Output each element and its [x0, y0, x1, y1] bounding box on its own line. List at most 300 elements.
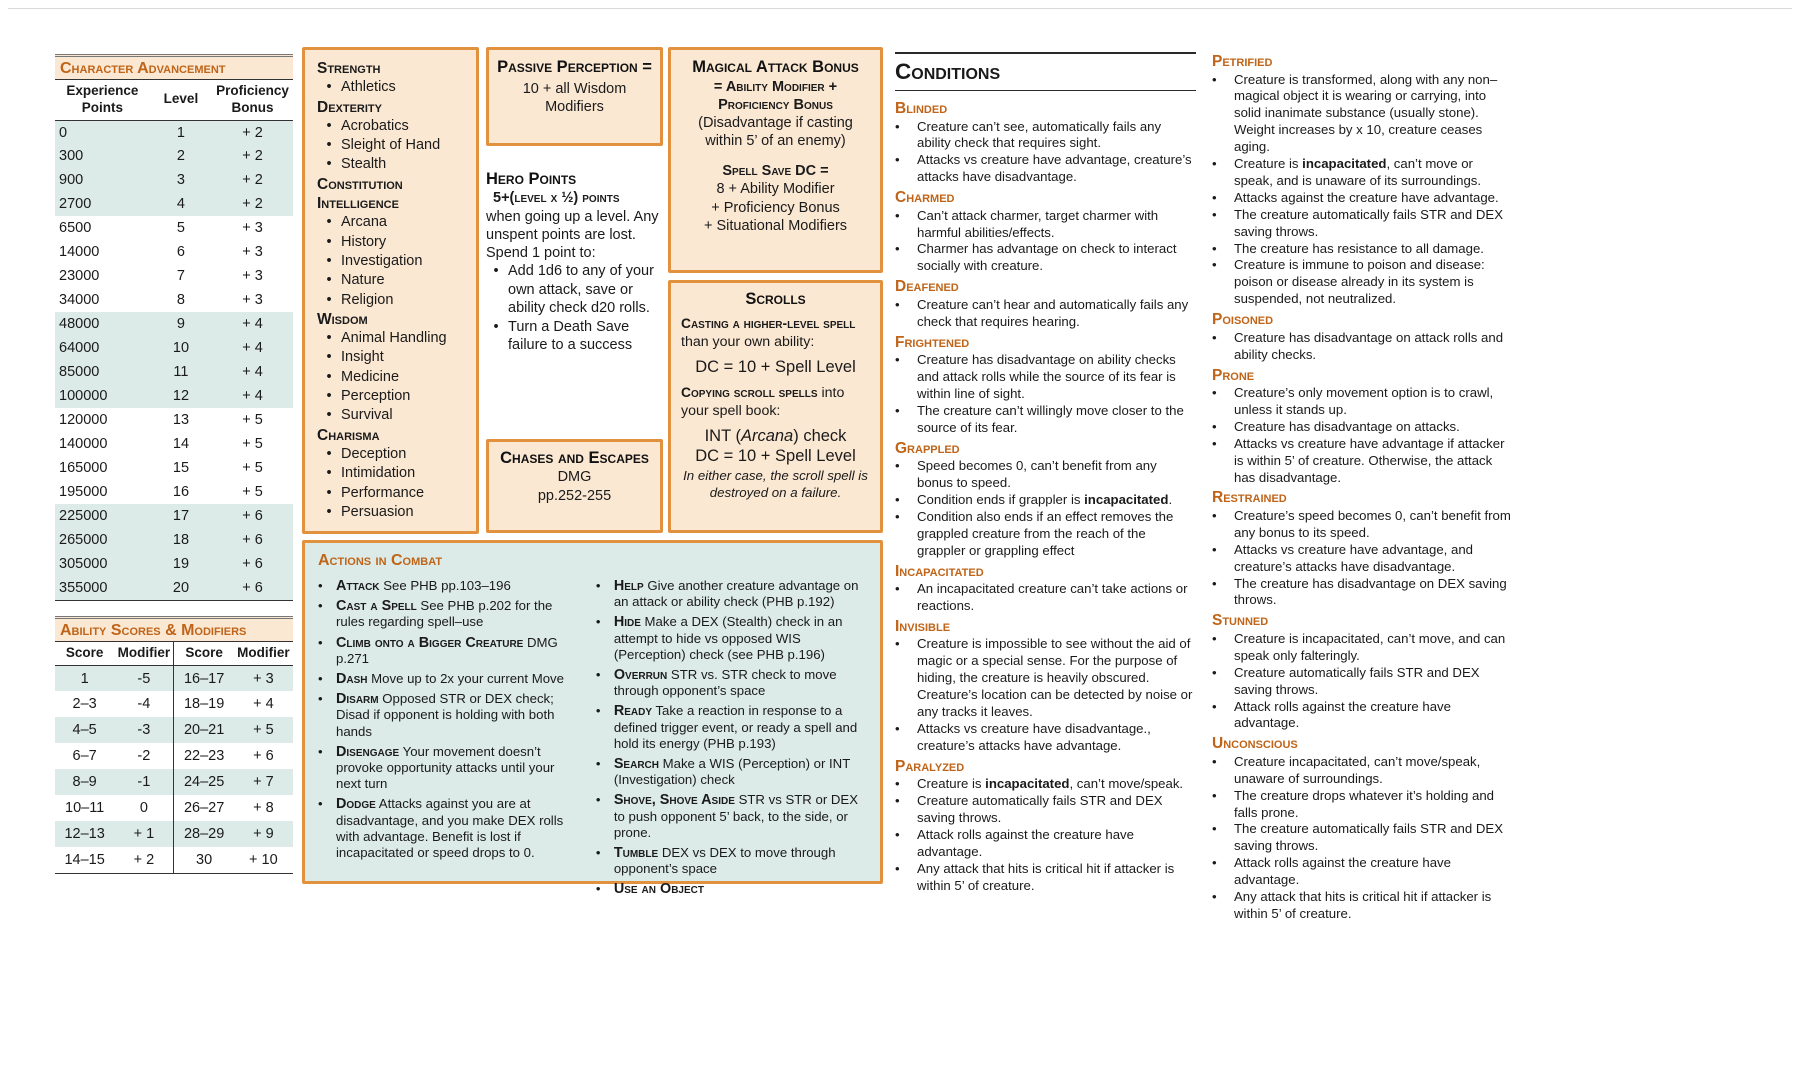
scrolls-copying-paragraph	[681, 384, 870, 420]
check-skill: Arcana	[740, 427, 794, 445]
action-item-text: Overrun STR vs. STR check to move through opponent’s space	[613, 667, 837, 699]
action-term: Shove, Shove Aside	[613, 792, 735, 809]
bullet-icon: •	[326, 291, 332, 308]
scrolls-copying-lead: Copying scroll spells	[681, 385, 818, 400]
table-row	[55, 336, 293, 360]
table-header-row	[55, 80, 293, 120]
condition-bullet-text: Any attack that hits is critical hit if attacker is within 5’ of creature.	[1234, 889, 1492, 921]
condition-name: Paralyzed	[895, 757, 965, 775]
bullet-icon: •	[1212, 385, 1217, 400]
table-cell: + 4	[242, 364, 263, 381]
section-title: Hero Points	[486, 170, 577, 188]
skill-item	[317, 291, 472, 310]
table-cell: 4	[176, 196, 185, 213]
table-cell: 34000	[59, 292, 100, 309]
table-row	[55, 795, 293, 821]
bullet-icon: •	[1212, 240, 1217, 256]
column-header: Score	[55, 642, 114, 665]
table-cell: 165000	[59, 460, 108, 477]
condition-bullet	[1212, 576, 1512, 610]
table-cell: 7	[176, 268, 185, 285]
table-cell: 0	[139, 800, 148, 817]
condition-name: Frightened	[895, 333, 970, 351]
bullet-icon: •	[595, 578, 601, 593]
scrolls-casting-rest: than your own ability:	[681, 333, 815, 350]
table-row	[55, 312, 293, 336]
bullet-icon: •	[595, 703, 601, 719]
condition-name: Blinded	[895, 100, 948, 117]
table-cell: + 2	[242, 196, 263, 213]
table-cell: 12	[172, 388, 190, 405]
skill-item	[317, 484, 472, 503]
table-cell: 20–21	[174, 717, 234, 743]
bullet-icon: •	[1212, 507, 1217, 523]
scrolls-copy-dc: DC = 10 + Spell Level	[695, 447, 856, 465]
table-cell: + 7	[253, 774, 274, 791]
action-item	[318, 691, 574, 740]
scrolls-casting-paragraph	[681, 315, 870, 351]
actions-column-left	[318, 578, 574, 902]
bullet-icon: •	[895, 491, 900, 507]
condition-bullet-text: Creature can’t see, automatically fails any ability check that requires sight.	[917, 118, 1162, 151]
bullet-icon: •	[1212, 630, 1217, 646]
table	[55, 642, 293, 874]
action-item	[596, 792, 867, 841]
table-cell: 5	[176, 220, 185, 237]
bullet-icon: •	[326, 465, 332, 482]
condition-bullet	[895, 352, 1196, 403]
table-cell: 85000	[59, 364, 100, 381]
condition-bullet-text: Attacks vs creature have disadvantage., creature’s attacks have advantage.	[917, 720, 1151, 753]
table-row	[55, 576, 293, 600]
skill-item	[317, 155, 472, 174]
action-term: Overrun	[613, 667, 668, 684]
bullet-icon: •	[326, 503, 332, 520]
bullet-icon: •	[326, 137, 332, 154]
bullet-icon: •	[318, 634, 323, 650]
check-post: ) check	[793, 427, 847, 445]
table-cell: 900	[59, 172, 84, 189]
hero-points-section	[486, 170, 666, 355]
condition-bullet	[895, 861, 1196, 895]
condition-bullet	[1212, 207, 1512, 241]
attack-bonus-note: (Disadvantage if casting within 5’ of an enemy)	[698, 115, 853, 149]
bullet-icon: •	[1212, 753, 1217, 769]
table-cell: 30	[174, 847, 234, 873]
conditions-column-left	[895, 52, 1196, 895]
table-cell: 195000	[59, 484, 108, 501]
condition-bullet-text: The creature has resistance to all damage.	[1234, 240, 1484, 256]
bullet-icon: •	[326, 156, 332, 173]
skill-item	[317, 78, 472, 97]
action-term: Use an Object	[613, 881, 704, 898]
formula-line: 8 + Ability Modifier	[716, 181, 835, 197]
box-title: Magical Attack Bonus	[692, 58, 859, 76]
action-item-text: Ready Take a reaction in response to a defined trigger event, or ready a spell and hold its energy (PHB p.193)	[613, 703, 858, 751]
table-cell: 19	[172, 556, 190, 573]
bullet-icon: •	[895, 402, 900, 418]
skill-item	[317, 387, 472, 406]
condition-bullet	[895, 241, 1196, 275]
table-cell: 16–17	[174, 665, 234, 691]
bullet-icon: •	[895, 152, 900, 168]
action-item-text: Tumble DEX vs DEX to move through opponent’s space	[613, 845, 836, 877]
condition-bullet-text: Creature automatically fails STR and DEX saving throws.	[917, 793, 1163, 825]
bullet-icon: •	[1212, 257, 1217, 273]
skill-item	[317, 233, 472, 252]
column-header: Modifier	[234, 642, 293, 665]
ability-name: Intelligence	[317, 195, 399, 213]
condition-bullet-text: Creature has disadvantage on ability checks and attack rolls while the source of its fear is within line of sight.	[917, 352, 1176, 401]
list-item-text: Add 1d6 to any of your own attack, save or ability check d20 rolls.	[508, 263, 654, 316]
action-item	[596, 881, 867, 897]
condition-bullet-text: Creature is impossible to see without the aid of magic or a special sense. For the purpose of hiding, the creature is heavily obscured. Creature’s location can be detected by noise or any tracks it leaves.	[917, 636, 1193, 719]
bullet-icon: •	[895, 776, 900, 792]
condition-bullet	[1212, 542, 1512, 576]
condition-name: Stunned	[1212, 612, 1269, 630]
formula-line: + Situational Modifiers	[703, 218, 848, 234]
condition-bullet-text: Speed becomes 0, can’t benefit from any bonus to speed.	[917, 458, 1157, 490]
skill-item-text: Insight	[341, 349, 384, 366]
skill-item-text: Deception	[341, 445, 407, 462]
condition-bullet	[1212, 257, 1512, 308]
bullet-icon: •	[595, 614, 601, 630]
bullet-icon: •	[493, 318, 499, 335]
bullet-icon: •	[1212, 189, 1217, 205]
condition-name: Unconscious	[1212, 735, 1298, 753]
table-row	[55, 288, 293, 312]
table-row	[55, 769, 293, 795]
ability-name: Constitution	[317, 175, 403, 193]
table-row	[55, 168, 293, 192]
actions-columns	[318, 578, 867, 902]
condition-bullet-text: The creature can’t willingly move closer to the source of its fear.	[917, 402, 1184, 435]
character-advancement-table	[55, 54, 293, 601]
action-item-text: Help Give another creature advantage on an attack or ability check (PHB p.192)	[613, 578, 859, 610]
action-item-text: Shove, Shove Aside STR vs STR or DEX to push opponent 5’ back, to the side, or prone.	[613, 792, 859, 840]
actions-column-right	[596, 578, 867, 902]
skill-item-text: Investigation	[341, 252, 423, 269]
table-row	[55, 504, 293, 528]
skill-item-text: Intimidation	[341, 465, 416, 482]
action-term: Cast a Spell	[336, 598, 417, 615]
table-cell: + 3	[242, 292, 263, 309]
bullet-icon: •	[318, 598, 323, 614]
table	[55, 80, 293, 601]
table-cell: + 4	[242, 340, 263, 357]
table-cell: 6	[176, 244, 185, 261]
condition-bullet	[1212, 241, 1512, 258]
skill-item-text: Perception	[341, 388, 411, 405]
condition-bullet	[895, 492, 1196, 509]
list-item	[486, 262, 666, 318]
condition-name: Charmed	[895, 189, 955, 207]
bullet-icon: •	[895, 296, 900, 312]
table-cell: 225000	[59, 508, 108, 525]
table-cell: + 5	[242, 460, 263, 477]
bullet-icon: •	[895, 793, 900, 809]
action-item-text: Attack See PHB pp.103–196	[336, 578, 511, 594]
condition-bullet	[895, 458, 1196, 492]
table-cell: 11	[173, 364, 189, 381]
bullet-icon: •	[895, 826, 900, 842]
action-item	[596, 667, 867, 699]
bullet-icon: •	[1212, 206, 1217, 222]
condition-bullet-text: Creature can’t hear and automatically fails any check that requires hearing.	[917, 296, 1189, 329]
bullet-icon: •	[595, 845, 601, 861]
bullet-icon: •	[326, 79, 332, 96]
list-item	[486, 318, 666, 355]
scrolls-copy-check	[681, 426, 870, 446]
bullet-icon: •	[326, 252, 332, 269]
bullet-icon: •	[895, 352, 900, 368]
ability-name: Charisma	[317, 426, 380, 444]
table-row	[55, 264, 293, 288]
action-term: Hide	[613, 614, 641, 631]
condition-bullet-text: Creature is incapacitated, can’t move/speak.	[917, 776, 1184, 792]
condition-bullet	[1212, 330, 1512, 364]
bullet-icon: •	[895, 581, 900, 597]
bullet-icon: •	[326, 484, 332, 501]
table-cell: + 5	[253, 722, 274, 739]
condition-bullet-text: Creature has disadvantage on attacks.	[1234, 418, 1460, 434]
bullet-icon: •	[1212, 664, 1217, 680]
table-cell: + 5	[242, 484, 263, 501]
table-cell: 26–27	[174, 795, 234, 821]
bullet-icon: •	[595, 756, 601, 772]
table-cell: 18	[172, 532, 190, 549]
bullet-icon: •	[1212, 855, 1217, 871]
table-cell: 265000	[59, 532, 108, 549]
condition-bullet-text: Creature is incapacitated, can’t move, and can speak only falteringly.	[1234, 630, 1506, 663]
table-cell: 10	[172, 340, 190, 357]
skill-item	[317, 329, 472, 348]
action-term: Ready	[613, 703, 653, 720]
condition-bullet	[1212, 508, 1512, 542]
action-item	[318, 671, 574, 687]
action-term: Dodge	[336, 796, 376, 813]
reference-line: pp.252-255	[537, 488, 612, 504]
bullet-icon: •	[895, 508, 900, 524]
table-cell: 1	[80, 670, 89, 687]
condition-bullet-text: Attacks vs creature have advantage, and creature’s attacks have disadvantage.	[1234, 541, 1473, 574]
condition-bullet-text: Creature is transformed, along with any non–magical object it is wearing or carrying, into solid inanimate substance (usually stone). Weight increases by x 10, creature ceases aging.	[1234, 71, 1498, 155]
condition-bullet	[1212, 190, 1512, 207]
bullet-icon: •	[326, 388, 332, 405]
skill-item-text: Survival	[341, 407, 393, 424]
table-cell: -1	[137, 774, 151, 791]
table-cell: 15	[172, 460, 190, 477]
table-cell: + 6	[242, 580, 263, 596]
table-cell: 0	[59, 124, 68, 141]
table-cell: 16	[172, 484, 190, 501]
spell-save-dc-title: Spell Save DC =	[722, 163, 829, 179]
bullet-icon: •	[1212, 418, 1217, 434]
skill-item	[317, 406, 472, 425]
action-item	[318, 744, 574, 793]
condition-bullet	[1212, 788, 1512, 822]
skill-item	[317, 252, 472, 271]
table-row	[55, 743, 293, 769]
table-cell: + 2	[242, 124, 263, 141]
skill-item	[317, 368, 472, 387]
column-header: Level	[150, 80, 212, 120]
table-cell: + 5	[242, 436, 263, 453]
bullet-icon: •	[1212, 435, 1217, 451]
table-cell: 6–7	[72, 748, 97, 765]
skill-item-text: Religion	[341, 291, 394, 308]
bullet-icon: •	[326, 233, 332, 250]
condition-bullet	[1212, 855, 1512, 889]
condition-bullet-text: Charmer has advantage on check to interact socially with creature.	[917, 241, 1177, 274]
condition-bullet	[895, 509, 1196, 560]
scrolls-box	[668, 280, 883, 533]
table-title: Character Advancement	[55, 54, 293, 80]
condition-bullet-text: Can’t attack charmer, target charmer with harmful abilities/effects.	[917, 207, 1159, 240]
table-cell: -5	[137, 670, 151, 687]
spell-save-dc-lines	[681, 180, 870, 236]
bullet-icon: •	[318, 796, 323, 812]
action-item-text: Dash Move up to 2x your current Move	[336, 671, 564, 688]
table-cell: + 2	[133, 852, 155, 869]
action-item	[318, 635, 574, 667]
table-cell: 4–5	[72, 722, 97, 739]
table-cell: + 6	[242, 508, 263, 525]
bullet-icon: •	[326, 368, 332, 385]
table-cell: + 6	[242, 532, 263, 549]
condition-bullet-text: Creature’s only movement option is to crawl, unless it stands up.	[1234, 385, 1494, 417]
condition-bullet-text: Creature automatically fails STR and DEX saving throws.	[1234, 664, 1480, 697]
condition-bullet	[1212, 385, 1512, 419]
action-item	[318, 578, 574, 594]
condition-name: Invisible	[895, 617, 951, 635]
table-cell: 18–19	[174, 691, 234, 717]
passive-perception-box	[486, 47, 663, 146]
table-cell: 300	[59, 148, 84, 165]
bullet-icon: •	[1212, 575, 1217, 591]
bullet-icon: •	[326, 214, 332, 231]
condition-bullet	[895, 152, 1196, 186]
skill-item	[317, 503, 472, 522]
conditions-column-right	[1212, 52, 1512, 923]
conditions-heading: Conditions	[895, 52, 1196, 91]
reference-line: DMG	[557, 469, 592, 485]
action-item-text: Climb onto a Bigger Creature DMG p.271	[336, 634, 558, 666]
bullet-icon: •	[895, 860, 900, 876]
action-term: Climb onto a Bigger Creature	[336, 634, 524, 651]
attack-bonus-formula: = Ability Modifier + Proficiency Bonus	[713, 79, 838, 113]
bullet-icon: •	[1212, 787, 1217, 803]
table-cell: + 3	[242, 244, 263, 261]
skill-item-text: Medicine	[341, 368, 400, 385]
condition-bullet	[895, 403, 1196, 437]
table-cell: + 2	[242, 148, 263, 165]
skill-item	[317, 271, 472, 290]
table-cell: + 3	[242, 220, 263, 237]
condition-name: Prone	[1212, 366, 1255, 384]
condition-bullet	[895, 297, 1196, 331]
action-term: Tumble	[613, 845, 659, 862]
table-cell: -4	[137, 696, 151, 713]
table-row	[55, 432, 293, 456]
table-cell: -3	[137, 722, 151, 739]
skill-item-text: Sleight of Hand	[341, 137, 441, 154]
bullet-icon: •	[493, 263, 499, 279]
skill-item	[317, 348, 472, 367]
condition-bullet-text: Attack rolls against the creature have advantage.	[1234, 855, 1451, 888]
condition-bullet	[895, 793, 1196, 827]
table-cell: + 10	[249, 852, 278, 869]
hero-points-formula: 5+(level x ½) points	[493, 190, 620, 206]
condition-name: Poisoned	[1212, 311, 1274, 329]
condition-name: Grappled	[895, 439, 960, 457]
actions-in-combat-box	[302, 540, 883, 898]
action-term: Attack	[336, 578, 380, 594]
table-row	[55, 717, 293, 743]
scrolls-cast-dc: DC = 10 + Spell Level	[695, 358, 856, 376]
table-cell: + 4	[242, 388, 263, 405]
condition-bullet-text: Creature incapacitated, can’t move/speak, unaware of surroundings.	[1234, 753, 1481, 786]
scrolls-casting-lead: Casting a higher-level spell	[681, 316, 856, 331]
table-cell: 1	[176, 124, 185, 141]
action-item-text: Search Make a WIS (Perception) or INT (Investigation) check	[613, 756, 851, 788]
condition-bullet	[1212, 436, 1512, 487]
bullet-icon: •	[326, 117, 332, 134]
table-cell: 17	[172, 508, 190, 525]
condition-name: Incapacitated	[895, 562, 984, 580]
bullet-icon: •	[595, 881, 601, 897]
table-cell: 2	[176, 148, 185, 165]
ability-name: Dexterity	[317, 98, 382, 116]
section-body: when going up a level. Any unspent points are lost.	[486, 209, 659, 243]
skill-item-text: Nature	[341, 272, 385, 289]
table-row	[55, 408, 293, 432]
table-cell: 13	[172, 412, 190, 429]
condition-bullet	[895, 636, 1196, 721]
scrolls-note: In either case, the scroll spell is destroyed on a failure.	[683, 468, 868, 500]
bullet-icon: •	[895, 720, 900, 736]
ability-name: Wisdom	[317, 310, 368, 328]
action-term: Search	[613, 756, 659, 773]
table-cell: 3	[176, 172, 185, 189]
table-cell: 2–3	[72, 696, 97, 713]
condition-bullet-text: Creature has disadvantage on attack rolls and ability checks.	[1234, 329, 1504, 362]
condition-bullet-text: The creature automatically fails STR and DEX saving throws.	[1234, 206, 1503, 239]
column-header: Proficiency Bonus	[212, 80, 293, 120]
table-cell: 6500	[59, 220, 92, 237]
action-item	[596, 578, 867, 610]
table-cell: + 4	[253, 696, 274, 713]
condition-bullet	[1212, 754, 1512, 788]
action-item	[596, 614, 867, 663]
action-item-text: Cast a Spell See PHB p.202 for the rules regarding spell–use	[336, 598, 553, 630]
bullet-icon: •	[1212, 821, 1217, 837]
condition-bullet	[1212, 889, 1512, 923]
table-cell: 24–25	[174, 769, 234, 795]
skill-item-text: Acrobatics	[341, 117, 409, 134]
skill-item-text: Persuasion	[341, 503, 414, 520]
bullet-icon: •	[895, 207, 900, 223]
condition-bullet	[1212, 156, 1512, 190]
action-item	[596, 845, 867, 877]
table-cell: 2700	[59, 196, 92, 213]
table-row	[55, 665, 293, 691]
table-cell: + 8	[253, 800, 274, 817]
table-cell: 305000	[59, 556, 108, 573]
bullet-icon: •	[595, 667, 601, 683]
table-row	[55, 528, 293, 552]
skill-item	[317, 136, 472, 155]
